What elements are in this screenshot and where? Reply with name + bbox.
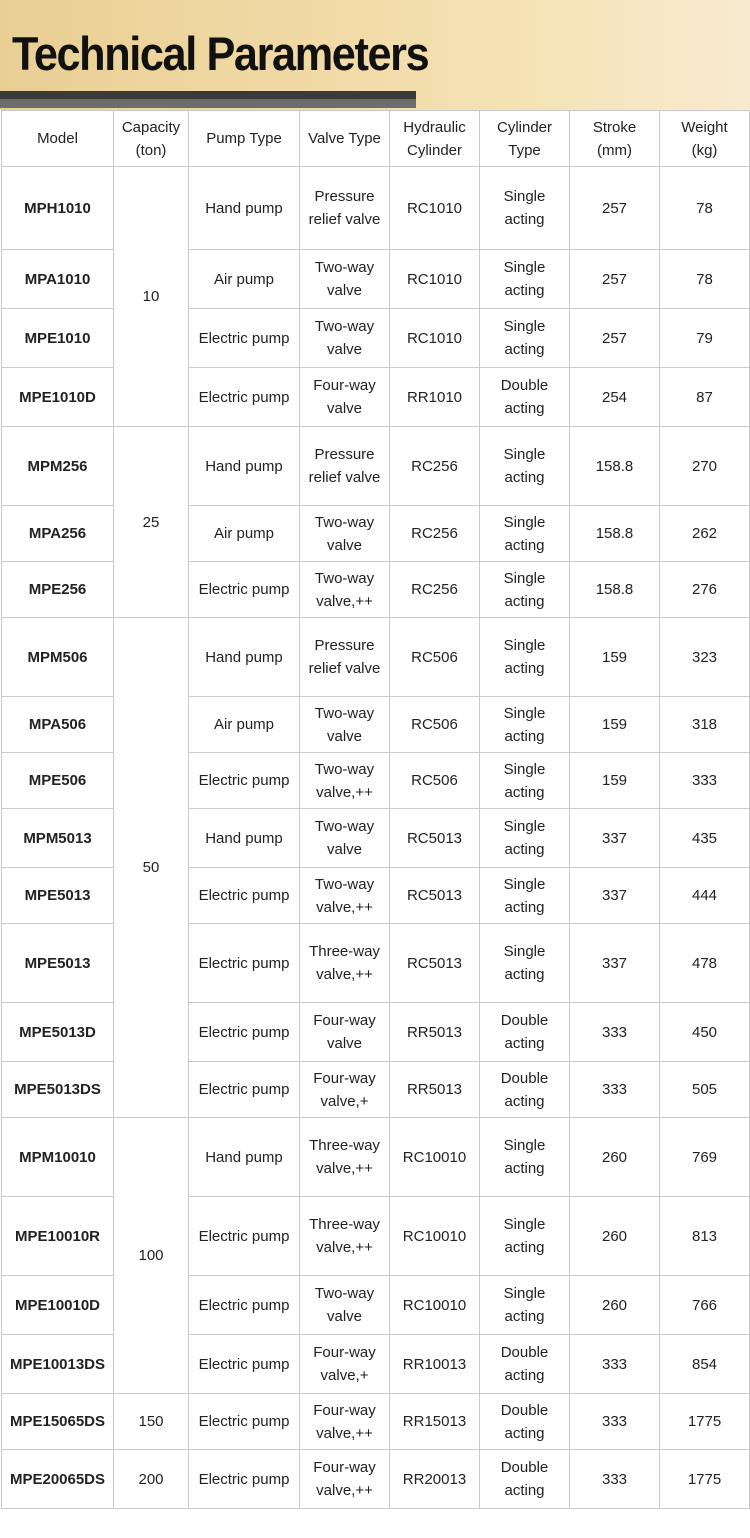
cell-cylinder-type: Double acting — [480, 368, 570, 427]
cell-weight: 444 — [660, 868, 750, 924]
header-valve-type: Valve Type — [300, 111, 390, 167]
cell-cylinder-type: Double acting — [480, 1394, 570, 1450]
cell-capacity: 100 — [114, 1118, 189, 1394]
cell-pump-type: Hand pump — [189, 1118, 300, 1197]
cell-model: MPA506 — [2, 697, 114, 753]
cell-cylinder-type: Double acting — [480, 1450, 570, 1509]
table-row — [2, 167, 750, 250]
cell-weight: 323 — [660, 618, 750, 697]
cell-pump-type: Electric pump — [189, 1394, 300, 1450]
header-capacity: Capacity (ton) — [114, 111, 189, 167]
cell-pump-type: Electric pump — [189, 1197, 300, 1276]
cell-cylinder-type: Single acting — [480, 1276, 570, 1335]
table-body — [2, 167, 750, 1509]
cell-model: MPE256 — [2, 562, 114, 618]
cell-cylinder-type: Single acting — [480, 809, 570, 868]
table-row — [2, 618, 750, 697]
cell-weight: 78 — [660, 250, 750, 309]
table-row — [2, 1450, 750, 1509]
cell-hydraulic-cylinder: RC1010 — [390, 309, 480, 368]
cell-capacity: 150 — [114, 1394, 189, 1450]
cell-hydraulic-cylinder: RR5013 — [390, 1062, 480, 1118]
cell-cylinder-type: Single acting — [480, 924, 570, 1003]
title-banner — [0, 0, 750, 110]
cell-cylinder-type: Single acting — [480, 868, 570, 924]
cell-pump-type: Electric pump — [189, 1335, 300, 1394]
cell-weight: 318 — [660, 697, 750, 753]
header-stroke: Stroke (mm) — [570, 111, 660, 167]
cell-hydraulic-cylinder: RC1010 — [390, 167, 480, 250]
cell-cylinder-type: Double acting — [480, 1335, 570, 1394]
cell-stroke: 333 — [570, 1450, 660, 1509]
cell-model: MPE5013D — [2, 1003, 114, 1062]
cell-valve-type: Pressure relief valve — [300, 167, 390, 250]
cell-model: MPH1010 — [2, 167, 114, 250]
cell-valve-type: Pressure relief valve — [300, 427, 390, 506]
cell-stroke: 333 — [570, 1394, 660, 1450]
cell-pump-type: Hand pump — [189, 809, 300, 868]
cell-pump-type: Electric pump — [189, 1450, 300, 1509]
cell-valve-type: Four-way valve,+ — [300, 1335, 390, 1394]
cell-hydraulic-cylinder: RC5013 — [390, 924, 480, 1003]
cell-stroke: 260 — [570, 1276, 660, 1335]
cell-stroke: 333 — [570, 1335, 660, 1394]
cell-weight: 450 — [660, 1003, 750, 1062]
cell-pump-type: Electric pump — [189, 924, 300, 1003]
cell-model: MPE15065DS — [2, 1394, 114, 1450]
cell-weight: 78 — [660, 167, 750, 250]
cell-pump-type: Electric pump — [189, 868, 300, 924]
cell-pump-type: Air pump — [189, 250, 300, 309]
cell-valve-type: Two-way valve,++ — [300, 753, 390, 809]
cell-cylinder-type: Double acting — [480, 1062, 570, 1118]
cell-capacity: 25 — [114, 427, 189, 618]
cell-valve-type: Two-way valve — [300, 309, 390, 368]
cell-weight: 270 — [660, 427, 750, 506]
cell-stroke: 333 — [570, 1062, 660, 1118]
cell-stroke: 337 — [570, 809, 660, 868]
table-header-row — [2, 111, 750, 167]
title-underline-bar — [0, 91, 416, 99]
page-title: Technical Parameters — [12, 27, 429, 80]
cell-hydraulic-cylinder: RC10010 — [390, 1276, 480, 1335]
cell-model: MPE10010D — [2, 1276, 114, 1335]
cell-capacity: 200 — [114, 1450, 189, 1509]
header-weight: Weight (kg) — [660, 111, 750, 167]
cell-stroke: 159 — [570, 697, 660, 753]
cell-stroke: 254 — [570, 368, 660, 427]
cell-stroke: 337 — [570, 868, 660, 924]
cell-stroke: 159 — [570, 618, 660, 697]
cell-hydraulic-cylinder: RC506 — [390, 618, 480, 697]
cell-weight: 766 — [660, 1276, 750, 1335]
cell-cylinder-type: Single acting — [480, 562, 570, 618]
cell-pump-type: Electric pump — [189, 1062, 300, 1118]
cell-valve-type: Two-way valve — [300, 809, 390, 868]
cell-model: MPM5013 — [2, 809, 114, 868]
cell-model: MPE506 — [2, 753, 114, 809]
cell-hydraulic-cylinder: RC5013 — [390, 809, 480, 868]
cell-cylinder-type: Single acting — [480, 167, 570, 250]
cell-cylinder-type: Single acting — [480, 618, 570, 697]
cell-stroke: 159 — [570, 753, 660, 809]
cell-pump-type: Electric pump — [189, 1276, 300, 1335]
cell-cylinder-type: Single acting — [480, 753, 570, 809]
cell-valve-type: Four-way valve,++ — [300, 1450, 390, 1509]
cell-pump-type: Electric pump — [189, 562, 300, 618]
table-row — [2, 1394, 750, 1450]
cell-pump-type: Electric pump — [189, 1003, 300, 1062]
cell-weight: 1775 — [660, 1394, 750, 1450]
header-model: Model — [2, 111, 114, 167]
cell-hydraulic-cylinder: RR10013 — [390, 1335, 480, 1394]
cell-hydraulic-cylinder: RR15013 — [390, 1394, 480, 1450]
cell-cylinder-type: Single acting — [480, 506, 570, 562]
cell-model: MPA256 — [2, 506, 114, 562]
cell-model: MPE5013DS — [2, 1062, 114, 1118]
cell-valve-type: Two-way valve,++ — [300, 868, 390, 924]
cell-hydraulic-cylinder: RC506 — [390, 753, 480, 809]
cell-weight: 769 — [660, 1118, 750, 1197]
cell-weight: 813 — [660, 1197, 750, 1276]
cell-pump-type: Hand pump — [189, 618, 300, 697]
cell-cylinder-type: Single acting — [480, 697, 570, 753]
cell-weight: 262 — [660, 506, 750, 562]
cell-weight: 435 — [660, 809, 750, 868]
cell-hydraulic-cylinder: RR1010 — [390, 368, 480, 427]
cell-hydraulic-cylinder: RC256 — [390, 427, 480, 506]
cell-valve-type: Three-way valve,++ — [300, 1197, 390, 1276]
cell-model: MPM256 — [2, 427, 114, 506]
cell-cylinder-type: Single acting — [480, 250, 570, 309]
cell-model: MPM506 — [2, 618, 114, 697]
cell-valve-type: Two-way valve — [300, 1276, 390, 1335]
cell-weight: 333 — [660, 753, 750, 809]
technical-parameters-table — [1, 110, 750, 1509]
cell-hydraulic-cylinder: RC256 — [390, 506, 480, 562]
cell-model: MPA1010 — [2, 250, 114, 309]
cell-model: MPE10013DS — [2, 1335, 114, 1394]
cell-hydraulic-cylinder: RC5013 — [390, 868, 480, 924]
cell-cylinder-type: Single acting — [480, 1118, 570, 1197]
cell-hydraulic-cylinder: RC506 — [390, 697, 480, 753]
cell-cylinder-type: Single acting — [480, 309, 570, 368]
cell-model: MPE5013 — [2, 924, 114, 1003]
cell-hydraulic-cylinder: RC10010 — [390, 1197, 480, 1276]
cell-stroke: 257 — [570, 309, 660, 368]
cell-stroke: 257 — [570, 250, 660, 309]
cell-valve-type: Two-way valve,++ — [300, 562, 390, 618]
cell-capacity: 10 — [114, 167, 189, 427]
cell-pump-type: Air pump — [189, 506, 300, 562]
cell-weight: 854 — [660, 1335, 750, 1394]
cell-weight: 276 — [660, 562, 750, 618]
cell-stroke: 337 — [570, 924, 660, 1003]
cell-valve-type: Two-way valve — [300, 697, 390, 753]
cell-weight: 478 — [660, 924, 750, 1003]
cell-stroke: 333 — [570, 1003, 660, 1062]
cell-hydraulic-cylinder: RR20013 — [390, 1450, 480, 1509]
title-underline-bar-shadow — [0, 99, 416, 108]
cell-hydraulic-cylinder: RC10010 — [390, 1118, 480, 1197]
cell-pump-type: Electric pump — [189, 309, 300, 368]
cell-cylinder-type: Single acting — [480, 1197, 570, 1276]
cell-hydraulic-cylinder: RR5013 — [390, 1003, 480, 1062]
header-cylinder-type: Cylinder Type — [480, 111, 570, 167]
cell-stroke: 260 — [570, 1118, 660, 1197]
cell-valve-type: Three-way valve,++ — [300, 924, 390, 1003]
table-row — [2, 1118, 750, 1197]
cell-valve-type: Three-way valve,++ — [300, 1118, 390, 1197]
cell-weight: 505 — [660, 1062, 750, 1118]
cell-pump-type: Hand pump — [189, 167, 300, 250]
cell-model: MPE10010R — [2, 1197, 114, 1276]
cell-weight: 87 — [660, 368, 750, 427]
cell-stroke: 257 — [570, 167, 660, 250]
cell-model: MPM10010 — [2, 1118, 114, 1197]
cell-model: MPE20065DS — [2, 1450, 114, 1509]
cell-model: MPE5013 — [2, 868, 114, 924]
cell-pump-type: Air pump — [189, 697, 300, 753]
header-hydraulic-cylinder: Hydraulic Cylinder — [390, 111, 480, 167]
cell-model: MPE1010 — [2, 309, 114, 368]
cell-pump-type: Electric pump — [189, 368, 300, 427]
cell-weight: 79 — [660, 309, 750, 368]
cell-valve-type: Four-way valve — [300, 1003, 390, 1062]
table-row — [2, 427, 750, 506]
cell-valve-type: Pressure relief valve — [300, 618, 390, 697]
cell-stroke: 158.8 — [570, 562, 660, 618]
cell-stroke: 260 — [570, 1197, 660, 1276]
cell-valve-type: Four-way valve — [300, 368, 390, 427]
cell-capacity: 50 — [114, 618, 189, 1118]
cell-weight: 1775 — [660, 1450, 750, 1509]
cell-pump-type: Electric pump — [189, 753, 300, 809]
cell-hydraulic-cylinder: RC256 — [390, 562, 480, 618]
cell-valve-type: Four-way valve,+ — [300, 1062, 390, 1118]
cell-cylinder-type: Double acting — [480, 1003, 570, 1062]
cell-pump-type: Hand pump — [189, 427, 300, 506]
cell-valve-type: Two-way valve — [300, 506, 390, 562]
header-pump-type: Pump Type — [189, 111, 300, 167]
cell-valve-type: Four-way valve,++ — [300, 1394, 390, 1450]
cell-valve-type: Two-way valve — [300, 250, 390, 309]
cell-stroke: 158.8 — [570, 427, 660, 506]
cell-hydraulic-cylinder: RC1010 — [390, 250, 480, 309]
cell-model: MPE1010D — [2, 368, 114, 427]
cell-cylinder-type: Single acting — [480, 427, 570, 506]
cell-stroke: 158.8 — [570, 506, 660, 562]
